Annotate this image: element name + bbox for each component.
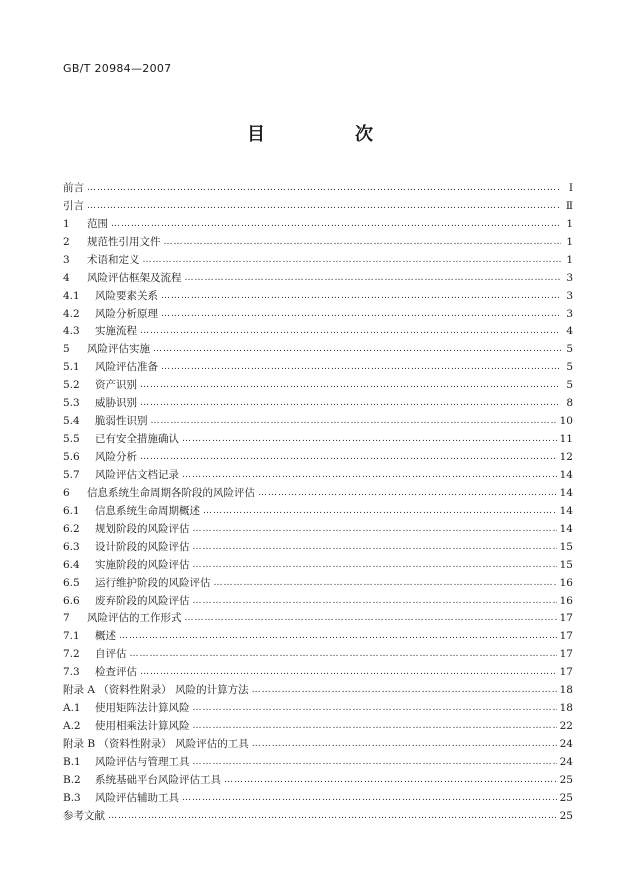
toc-entry-number: 6.4	[63, 558, 80, 571]
toc-leader-dots	[140, 379, 561, 391]
toc-entry[interactable]	[63, 194, 573, 212]
toc-entry-label: 风险要素关系	[95, 289, 158, 302]
toc-leader-dots	[193, 595, 557, 607]
toc-entry-number: 2	[63, 235, 70, 248]
toc-entry[interactable]	[63, 337, 573, 355]
toc-entry-page: 15	[559, 540, 573, 553]
toc-entry-label: 运行维护阶段的风险评估	[95, 576, 211, 589]
toc-entry-label: 风险评估文档记录	[95, 468, 179, 481]
toc-entry[interactable]	[63, 786, 573, 804]
toc-entry-page: 22	[559, 720, 573, 733]
toc-entry-number: 6.3	[63, 540, 80, 553]
table-of-contents	[63, 176, 573, 822]
toc-entry[interactable]	[63, 355, 573, 373]
toc-entry[interactable]	[63, 768, 573, 786]
toc-entry[interactable]	[63, 750, 573, 768]
toc-entry[interactable]	[63, 427, 573, 445]
toc-leader-dots	[182, 469, 557, 481]
toc-entry-label: 规范性引用文件	[87, 235, 161, 248]
toc-leader-dots	[143, 254, 562, 266]
toc-entry-page: 1	[566, 217, 573, 230]
toc-entry-page: 24	[559, 755, 573, 768]
toc-leader-dots	[193, 702, 557, 714]
toc-entry-number: A.2	[63, 720, 81, 733]
toc-entry-page: 18	[559, 702, 573, 715]
toc-entry[interactable]	[63, 714, 573, 732]
toc-entry-number: 5.6	[63, 451, 80, 463]
toc-leader-dots	[224, 774, 557, 786]
toc-entry-page: Ⅱ	[565, 199, 573, 212]
toc-entry[interactable]	[63, 678, 573, 696]
toc-entry-number: 5.5	[63, 433, 80, 446]
toc-leader-dots	[185, 272, 562, 284]
toc-leader-dots	[258, 487, 557, 499]
toc-leader-dots	[130, 648, 557, 660]
toc-entry-page: 8	[566, 397, 573, 410]
toc-leader-dots	[203, 505, 557, 517]
toc-entry-label: 自评估	[95, 648, 127, 661]
toc-leader-dots	[214, 577, 557, 589]
toc-entry-page: 25	[559, 809, 573, 822]
toc-entry-number: 7.2	[63, 648, 80, 661]
toc-entry-label: 资产识别	[95, 379, 137, 392]
toc-entry-page: 3	[566, 289, 573, 302]
toc-entry-label: 参考文献	[63, 809, 105, 822]
toc-entry-page: 12	[559, 451, 573, 463]
toc-entry-label: 信息系统生命周期各阶段的风险评估	[87, 486, 255, 499]
toc-entry[interactable]	[63, 589, 573, 607]
toc-leader-dots	[119, 630, 557, 642]
toc-entry[interactable]	[63, 266, 573, 284]
toc-entry-label: 实施阶段的风险评估	[95, 558, 190, 571]
toc-entry-label: 实施流程	[95, 325, 137, 338]
toc-entry-page: 16	[559, 576, 573, 589]
toc-entry-number: 7.3	[63, 666, 80, 679]
toc-entry-label: 风险分析原理	[95, 307, 158, 320]
toc-entry[interactable]	[63, 445, 573, 463]
toc-entry-label: 使用矩阵法计算风险	[95, 702, 190, 715]
toc-entry-label: 概述	[95, 630, 116, 643]
toc-entry-number: 6	[63, 486, 70, 499]
toc-entry-page: 14	[559, 522, 573, 535]
toc-entry-number: B.1	[63, 755, 81, 768]
toc-entry-number: B.2	[63, 773, 81, 786]
toc-entry-number: 4	[63, 271, 70, 284]
toc-leader-dots	[108, 810, 557, 822]
toc-entry-page: 14	[559, 468, 573, 481]
toc-entry-number: 7.1	[63, 630, 80, 643]
toc-entry-page: 15	[559, 558, 573, 571]
toc-entry-page: 14	[559, 486, 573, 499]
toc-entry[interactable]	[63, 212, 573, 230]
toc-entry-page: Ⅰ	[568, 181, 573, 194]
toc-entry-number: 4.1	[63, 289, 80, 302]
toc-entry-page: 10	[559, 415, 573, 428]
toc-entry[interactable]	[63, 571, 573, 589]
toc-entry[interactable]	[63, 248, 573, 266]
toc-leader-dots	[193, 541, 557, 553]
toc-entry-label: 前言	[63, 181, 84, 194]
toc-entry-number: 4.3	[63, 325, 80, 338]
toc-entry[interactable]	[63, 463, 573, 481]
toc-entry[interactable]	[63, 804, 573, 822]
toc-entry-page: 3	[566, 271, 573, 284]
toc-entry-number: 5.7	[63, 468, 80, 481]
toc-entry-number: 6.6	[63, 594, 80, 607]
toc-entry-number: B.3	[63, 791, 81, 804]
toc-entry[interactable]	[63, 517, 573, 535]
toc-entry[interactable]	[63, 535, 573, 553]
toc-entry-page: 18	[559, 684, 573, 697]
toc-entry[interactable]	[63, 607, 573, 625]
page-title: 目 次	[247, 124, 409, 145]
toc-leader-dots	[140, 451, 557, 463]
toc-leader-dots	[140, 397, 561, 409]
toc-entry-label: 脆弱性识别	[95, 415, 148, 428]
toc-entry-label: 废弃阶段的风险评估	[95, 594, 190, 607]
toc-entry-number: 5	[63, 343, 70, 356]
toc-entry-label: 范围	[87, 217, 108, 230]
toc-entry-page: 17	[559, 630, 573, 643]
toc-entry-label: 风险评估的工作形式	[87, 612, 182, 625]
toc-entry-number: A.1	[63, 702, 81, 715]
toc-entry[interactable]	[63, 320, 573, 338]
toc-entry-label: 设计阶段的风险评估	[95, 540, 190, 553]
toc-entry-page: 1	[566, 253, 573, 266]
toc-entry-number: 6.1	[63, 504, 80, 517]
toc-entry-label: 风险评估实施	[87, 343, 150, 356]
toc-leader-dots	[182, 792, 557, 804]
toc-entry[interactable]	[63, 373, 573, 391]
toc-entry-label: 威胁识别	[95, 397, 137, 410]
toc-entry-label: 引言	[63, 199, 84, 212]
toc-entry-label: 风险评估辅助工具	[95, 791, 179, 804]
toc-leader-dots	[153, 343, 561, 355]
toc-entry-page: 16	[559, 594, 573, 607]
toc-entry-page: 5	[566, 343, 573, 356]
toc-leader-dots	[87, 200, 561, 212]
toc-leader-dots	[182, 433, 557, 445]
toc-entry-page: 17	[559, 666, 573, 679]
toc-entry-number: 7	[63, 612, 70, 625]
toc-entry-label: 检查评估	[95, 666, 137, 679]
toc-leader-dots	[193, 523, 557, 535]
toc-entry-label: 信息系统生命周期概述	[95, 504, 200, 517]
toc-entry-number: 6.2	[63, 522, 80, 535]
toc-leader-dots	[140, 666, 557, 678]
toc-entry[interactable]	[63, 499, 573, 517]
toc-leader-dots	[161, 308, 561, 320]
toc-leader-dots	[193, 559, 557, 571]
toc-entry-page: 1	[566, 235, 573, 248]
toc-leader-dots	[252, 738, 557, 750]
toc-entry[interactable]	[63, 481, 573, 499]
toc-entry-page: 24	[559, 738, 573, 750]
toc-leader-dots	[161, 290, 561, 302]
standard-code: GB/T 20984—2007	[63, 62, 172, 75]
toc-entry-page: 17	[559, 648, 573, 661]
toc-entry-number: 5.2	[63, 379, 80, 392]
toc-entry[interactable]	[63, 409, 573, 427]
toc-entry-number: 6.5	[63, 576, 80, 589]
toc-entry-page: 4	[566, 325, 573, 338]
toc-leader-dots	[185, 612, 557, 624]
toc-entry-number: 3	[63, 253, 70, 266]
toc-entry[interactable]	[63, 642, 573, 660]
toc-entry-label: 规划阶段的风险评估	[95, 522, 190, 535]
toc-leader-dots	[164, 236, 562, 248]
toc-entry-page: 5	[566, 379, 573, 392]
toc-entry-label: 风险分析	[95, 451, 137, 463]
toc-leader-dots	[161, 361, 561, 373]
toc-entry-label: 风险评估与管理工具	[95, 755, 190, 768]
toc-entry-page: 14	[559, 504, 573, 517]
toc-entry-number: 5.4	[63, 415, 80, 428]
toc-entry[interactable]	[63, 660, 573, 678]
toc-entry-page: 25	[559, 791, 573, 804]
toc-entry[interactable]	[63, 284, 573, 302]
toc-entry[interactable]	[63, 696, 573, 714]
toc-entry[interactable]	[63, 176, 573, 194]
toc-entry-label: 系统基础平台风险评估工具	[95, 773, 221, 786]
toc-entry-label: 附录 B （资料性附录） 风险评估的工具	[63, 738, 249, 750]
toc-entry[interactable]	[63, 391, 573, 409]
toc-leader-dots	[87, 182, 561, 194]
toc-entry[interactable]	[63, 230, 573, 248]
toc-entry-page: 3	[566, 307, 573, 320]
toc-entry-page: 5	[566, 361, 573, 374]
toc-entry-page: 25	[559, 773, 573, 786]
toc-entry-label: 附录 A （资料性附录） 风险的计算方法	[63, 684, 249, 697]
toc-entry-number: 4.2	[63, 307, 80, 320]
toc-leader-dots	[151, 415, 557, 427]
toc-entry[interactable]	[63, 553, 573, 571]
toc-leader-dots	[252, 684, 557, 696]
toc-entry-number: 5.1	[63, 361, 80, 374]
toc-entry-label: 术语和定义	[87, 253, 140, 266]
toc-entry-page: 11	[559, 433, 573, 446]
toc-leader-dots	[140, 325, 561, 337]
toc-leader-dots	[193, 756, 557, 768]
toc-entry-number: 1	[63, 217, 70, 230]
toc-entry[interactable]	[63, 624, 573, 642]
toc-leader-dots	[111, 218, 561, 230]
toc-leader-dots	[193, 720, 557, 732]
toc-entry-number: 5.3	[63, 397, 80, 410]
toc-entry-label: 已有安全措施确认	[95, 433, 179, 446]
toc-entry[interactable]	[63, 302, 573, 320]
toc-entry-label: 风险评估准备	[95, 361, 158, 374]
toc-entry-page: 17	[559, 612, 573, 625]
toc-entry-label: 使用相乘法计算风险	[95, 720, 190, 733]
toc-entry[interactable]	[63, 732, 573, 750]
toc-entry-label: 风险评估框架及流程	[87, 271, 182, 284]
